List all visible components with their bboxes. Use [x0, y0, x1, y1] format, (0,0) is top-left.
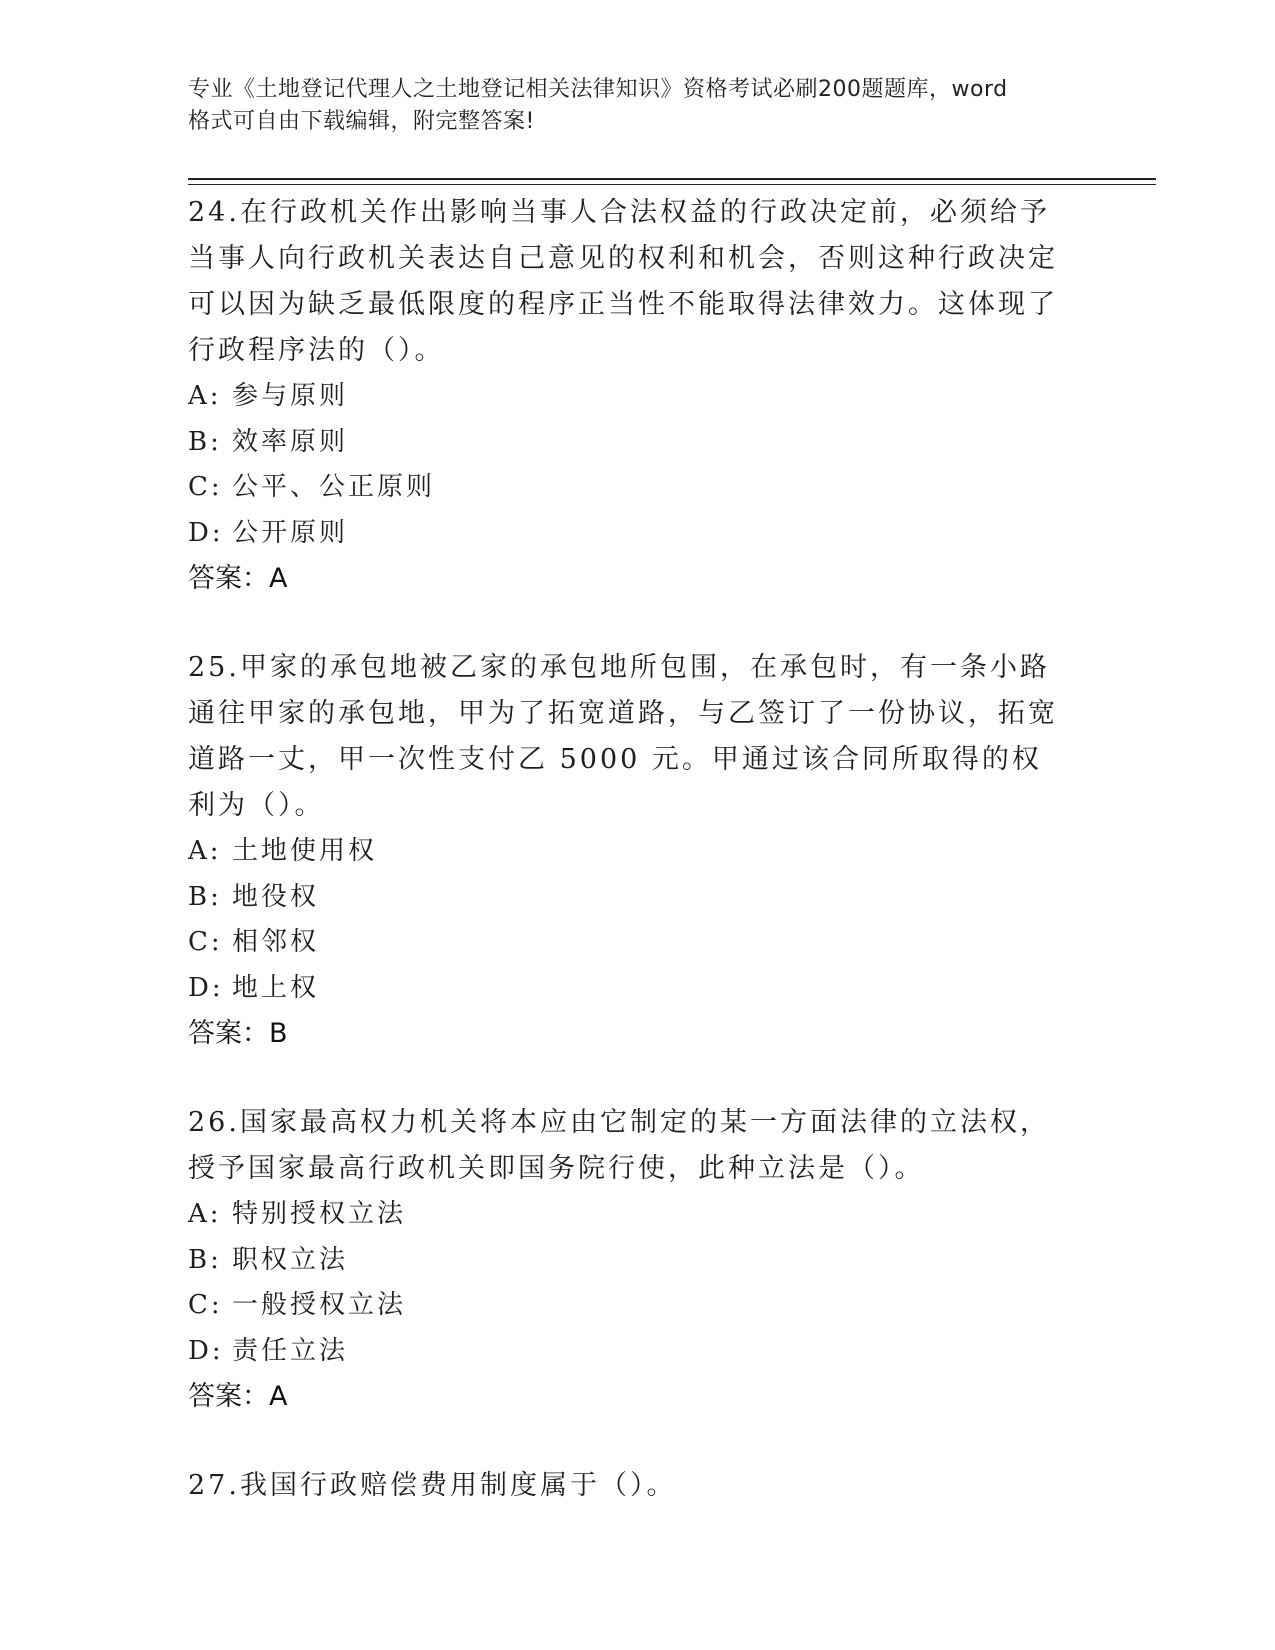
- option-text: 公平、公正原则: [232, 472, 436, 502]
- option-letter: B:: [188, 426, 222, 457]
- option-a: [188, 1192, 1088, 1238]
- option-text: 职权立法: [232, 1244, 349, 1275]
- option-b: [188, 420, 1088, 466]
- option-text: 特别授权立法: [232, 1199, 407, 1229]
- option-c: [188, 1283, 1088, 1329]
- option-text: 公开原则: [232, 517, 349, 548]
- question-list: [188, 190, 1088, 1509]
- header-line-1: 专业《土地登记代理人之土地登记相关法律知识》资格考试必刷200题题库，word: [188, 77, 1008, 102]
- question-spacer: [188, 601, 1088, 645]
- option-letter: A:: [188, 1199, 222, 1229]
- header-rule-thin: [188, 184, 1156, 185]
- option-c: [188, 465, 1088, 511]
- option-letter: B:: [188, 1244, 222, 1275]
- option-text: 地上权: [232, 972, 320, 1003]
- option-d: [188, 966, 1088, 1012]
- header-line-2: 格式可自由下载编辑，附完整答案!: [188, 109, 535, 134]
- answer-line: 答案：A: [188, 1381, 288, 1412]
- option-list: [188, 829, 1088, 1011]
- question-stem: 26.国家最高权力机关将本应由它制定的某一方面法律的立法权，授予国家最高行政机关即国务院行使，此种立法是（）。: [188, 1107, 1050, 1184]
- option-letter: A:: [188, 381, 222, 411]
- option-letter: C:: [188, 1290, 223, 1320]
- question-26: [188, 1100, 1088, 1419]
- option-text: 土地使用权: [232, 836, 378, 866]
- question-27: [188, 1463, 1088, 1509]
- option-c: [188, 920, 1088, 966]
- question-25: [188, 645, 1088, 1056]
- header-rule-thick: [188, 178, 1156, 180]
- option-text: 责任立法: [232, 1335, 349, 1366]
- option-letter: D:: [188, 972, 224, 1003]
- option-letter: D:: [188, 517, 224, 548]
- option-text: 地役权: [232, 881, 320, 912]
- option-letter: C:: [188, 472, 223, 502]
- page-header: [188, 74, 1088, 138]
- option-text: 效率原则: [232, 426, 349, 457]
- question-stem: 27.我国行政赔偿费用制度属于（）。: [188, 1470, 677, 1501]
- option-d: [188, 1329, 1088, 1375]
- answer-line: 答案：B: [188, 1018, 288, 1049]
- option-b: [188, 1238, 1088, 1284]
- question-spacer: [188, 1056, 1088, 1100]
- option-text: 参与原则: [232, 381, 349, 411]
- option-list: [188, 1192, 1088, 1374]
- option-b: [188, 875, 1088, 921]
- question-spacer: [188, 1419, 1088, 1463]
- option-letter: B:: [188, 881, 222, 912]
- answer-line: 答案：A: [188, 563, 288, 594]
- question-stem: 24.在行政机关作出影响当事人合法权益的行政决定前，必须给予当事人向行政机关表达自己意见的权利和机会，否则这种行政决定可以因为缺乏最低限度的程序正当性不能取得法律效力。这体现了行政程序法的（）。: [188, 197, 1058, 366]
- option-letter: A:: [188, 836, 222, 866]
- option-letter: C:: [188, 927, 223, 957]
- option-list: [188, 374, 1088, 556]
- option-letter: D:: [188, 1335, 224, 1366]
- option-text: 相邻权: [232, 927, 320, 957]
- question-24: [188, 190, 1088, 601]
- option-a: [188, 374, 1088, 420]
- question-stem: 25.甲家的承包地被乙家的承包地所包围，在承包时，有一条小路通往甲家的承包地，甲为了拓宽道路，与乙签订了一份协议，拓宽道路一丈，甲一次性支付乙 5000 元。甲通过该合同所取得的权利为（）。: [188, 652, 1058, 821]
- option-text: 一般授权立法: [232, 1290, 407, 1320]
- option-a: [188, 829, 1088, 875]
- option-d: [188, 511, 1088, 557]
